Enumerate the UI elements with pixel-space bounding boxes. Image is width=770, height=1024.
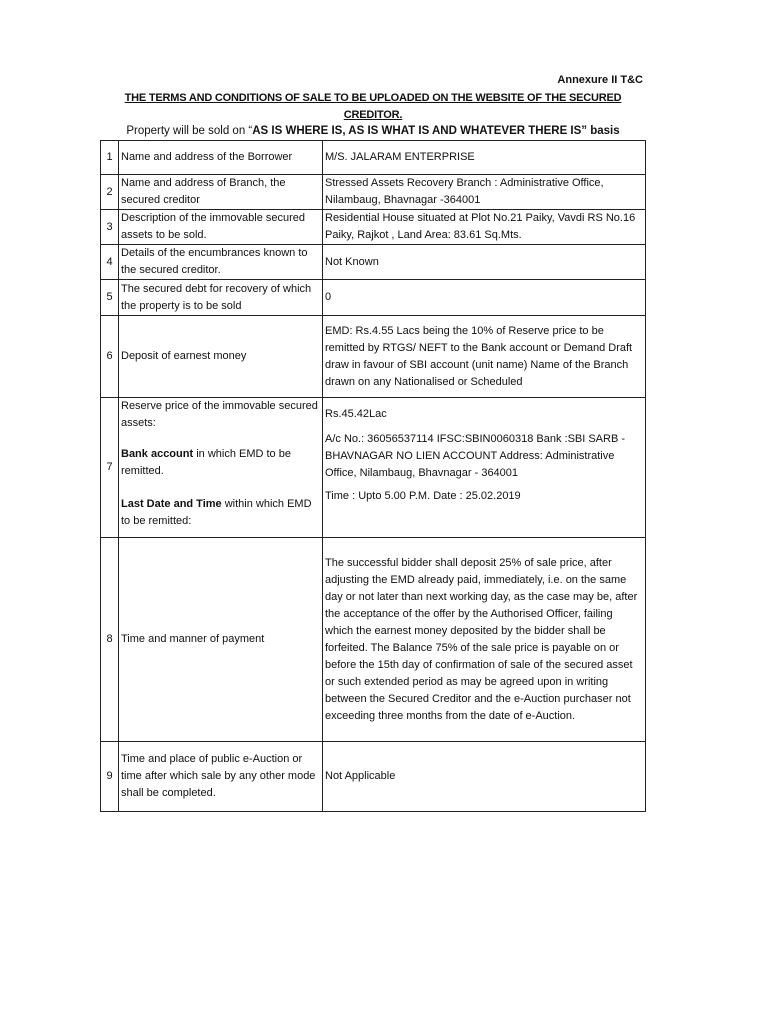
row-number: 2 — [101, 175, 119, 210]
title-line-1: THE TERMS AND CONDITIONS OF SALE TO BE UPLOADED ON THE WEBSITE OF THE SECURED — [124, 92, 622, 104]
annexure-label: Annexure II T&C — [557, 74, 643, 86]
row-number: 3 — [101, 210, 119, 245]
table-row — [101, 316, 646, 398]
terms-table — [100, 140, 646, 812]
row-label: Details of the encumbrances known to the secured creditor. — [119, 245, 323, 280]
table-row — [101, 742, 646, 812]
row-value: 0 — [323, 280, 646, 316]
subtitle-prefix: Property will be sold on “ — [126, 125, 253, 137]
row-label: The secured debt for recovery of which the property is to be sold — [119, 280, 323, 316]
row-value: M/S. JALARAM ENTERPRISE — [323, 141, 646, 175]
table-row — [101, 538, 646, 742]
row-label: Name and address of Branch, the secured creditor — [119, 175, 323, 210]
row-label: Description of the immovable secured assets to be sold. — [119, 210, 323, 245]
row-value: Residential House situated at Plot No.21 Paiky, Vavdi RS No.16 Paiky, Rajkot , Land Area: 83.61 Sq.Mts. — [323, 210, 646, 245]
table-row — [101, 175, 646, 210]
document-title — [100, 90, 646, 124]
row-value: Not Known — [323, 245, 646, 280]
row-value: EMD: Rs.4.55 Lacs being the 10% of Reserve price to be remitted by RTGS/ NEFT to the Bank account or Demand Draft draw in favour of SBI account (unit name) Name of the Branch drawn on any Nationalised or Scheduled — [323, 316, 646, 398]
bank-account-value: A/c No.: 36056537114 IFSC:SBIN0060318 Bank :SBI SARB -BHAVNAGAR NO LIEN ACCOUNT Address: Administrative Office, Nilambaug, Bhavnagar - 364001 — [325, 433, 626, 479]
last-date-value: Time : Upto 5.00 P.M. Date : 25.02.2019 — [325, 490, 521, 502]
row-value: Stressed Assets Recovery Branch : Administrative Office, Nilambaug, Bhavnagar -364001 — [323, 175, 646, 210]
row-number: 4 — [101, 245, 119, 280]
bank-account-label-bold: Bank account — [121, 448, 194, 460]
table-row — [101, 210, 646, 245]
row-label: Deposit of earnest money — [119, 316, 323, 398]
row-number: 1 — [101, 141, 119, 175]
title-line-2: CREDITOR. — [343, 109, 403, 121]
row-label — [119, 398, 323, 538]
row-number: 5 — [101, 280, 119, 316]
row-value: The successful bidder shall deposit 25% of sale price, after adjusting the EMD already paid, immediately, i.e. on the same day or not later than next working day, as the case may be, after the acceptance of the offer by the Authorised Officer, failing which the earnest money deposited by the bidder shall be forfeited. The Balance 75% of the sale price is payable on or before the 15th day of confirmation of sale of the secured asset or such extended period as may be agreed upon in writing between the Secured Creditor and the e-Auction purchaser not exceeding three months from the date of e-Auction. — [323, 538, 646, 742]
table-row — [101, 141, 646, 175]
table-row — [101, 245, 646, 280]
row-value: Not Applicable — [323, 742, 646, 812]
last-date-label — [121, 496, 320, 530]
row-number: 9 — [101, 742, 119, 812]
reserve-price-value: Rs.45.42Lac — [325, 408, 387, 420]
bank-account-label-rest: in which EMD to be remitted. — [121, 448, 291, 477]
last-date-label-rest: within which EMD to be remitted: — [121, 498, 312, 527]
row-number: 6 — [101, 316, 119, 398]
bank-account-label — [121, 446, 320, 480]
row-number: 7 — [101, 398, 119, 538]
last-date-label-bold: Last Date and Time — [121, 498, 222, 510]
subtitle-bold: AS IS WHERE IS, AS IS WHAT IS AND WHATEVER THERE IS” basis — [252, 125, 620, 137]
row-label: Time and place of public e-Auction or time after which sale by any other mode shall be completed. — [119, 742, 323, 812]
row-value — [323, 398, 646, 538]
table-row — [101, 280, 646, 316]
row-label: Time and manner of payment — [119, 538, 323, 742]
reserve-price-label: Reserve price of the immovable secured assets: — [121, 400, 318, 429]
row-number: 8 — [101, 538, 119, 742]
table-row — [101, 398, 646, 538]
row-label: Name and address of the Borrower — [119, 141, 323, 175]
document-subtitle — [100, 124, 646, 138]
